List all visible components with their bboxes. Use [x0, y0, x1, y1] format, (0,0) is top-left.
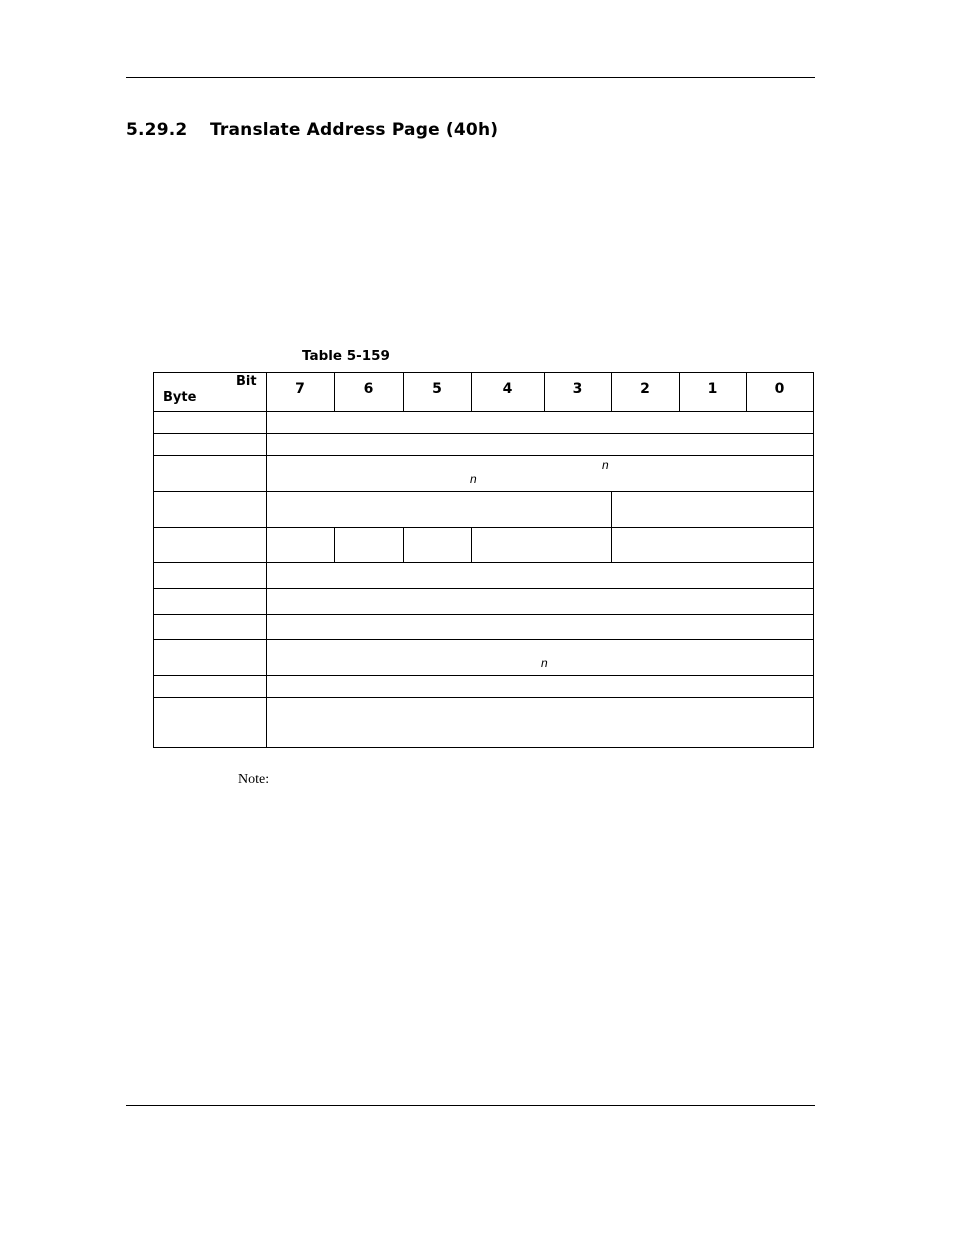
- bit-6-header: 6: [363, 381, 374, 397]
- footer-rule: [126, 1105, 815, 1106]
- n-marker: n: [470, 472, 477, 486]
- bit-3-header: 3: [572, 381, 583, 397]
- n-marker: n: [602, 458, 609, 472]
- bit-1-header: 1: [707, 381, 718, 397]
- header-rule: [126, 77, 815, 78]
- note-label: Note:: [238, 772, 270, 787]
- bit-7-header: 7: [295, 381, 305, 397]
- table-grid: [153, 372, 814, 748]
- bit-2-header: 2: [640, 381, 650, 397]
- bit-label: Bit: [236, 374, 257, 389]
- bit-0-header: 0: [774, 381, 785, 397]
- page-format-table: [153, 372, 814, 748]
- table-caption: Table 5-159: [302, 348, 390, 364]
- section-number: 5.29.2: [126, 120, 188, 140]
- bit-4-header: 4: [502, 381, 513, 397]
- section-title: Translate Address Page (40h): [210, 120, 499, 140]
- n-marker: n: [541, 656, 548, 670]
- byte-label: Byte: [163, 390, 197, 405]
- section-heading: [126, 120, 498, 140]
- bit-5-header: 5: [432, 381, 442, 397]
